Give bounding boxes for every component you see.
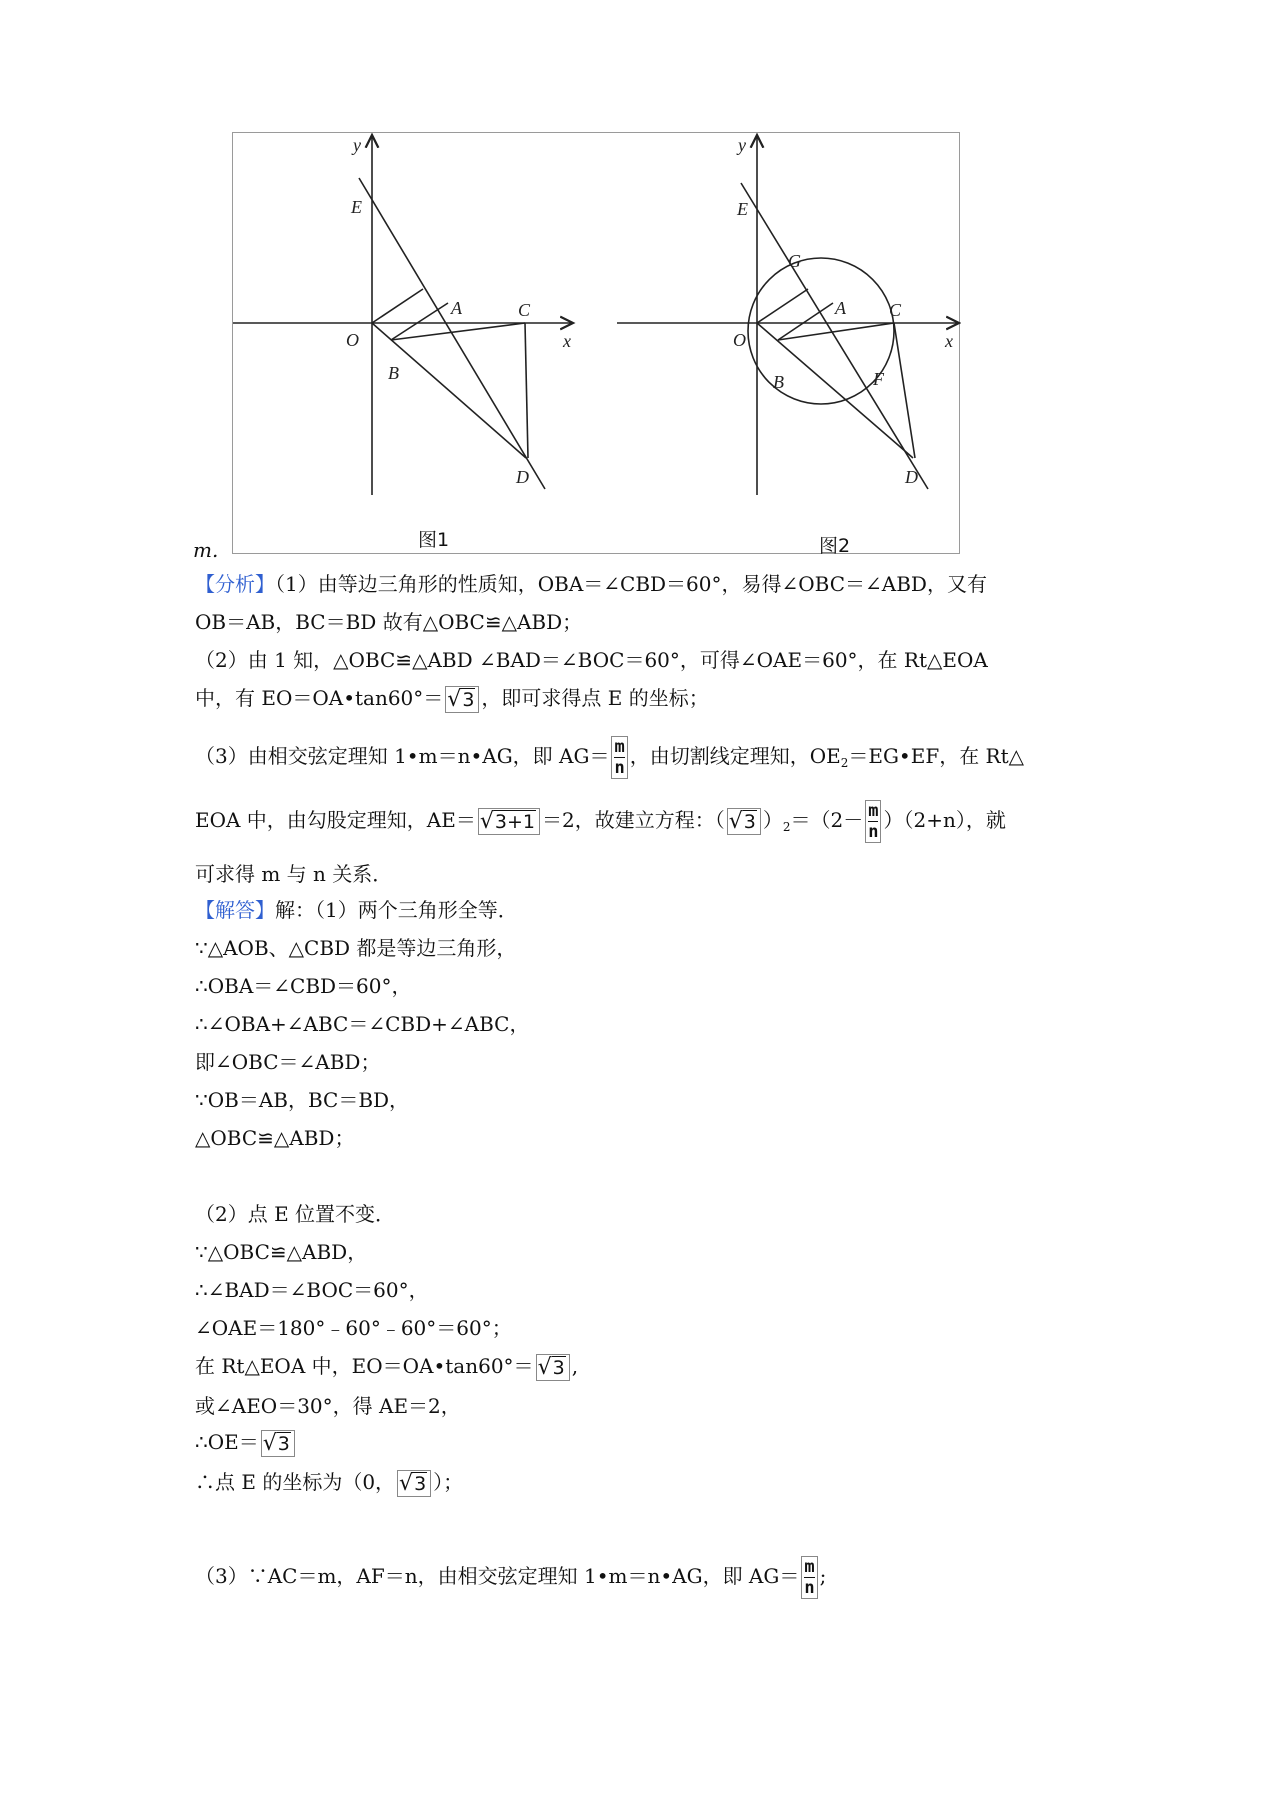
sqrt-3: √3 bbox=[261, 1430, 295, 1457]
fraction-m-over-n: $\frac{m}{n}$ bbox=[801, 1556, 817, 1599]
analysis-text-4b: ，即可求得点 E 的坐标； bbox=[481, 686, 709, 710]
sqrt-3: √3 bbox=[536, 1354, 570, 1381]
analysis-line-3: （2）由 1 知，△OBC≌△ABD ∠BAD＝∠BOC＝60°，可得∠OAE＝60°，在 Rt△EOA bbox=[195, 648, 988, 672]
fig2-label-y: y bbox=[738, 135, 746, 155]
fig2-label-B: B bbox=[773, 372, 784, 392]
analysis-line-2: OB＝AB，BC＝BD 故有△OBC≌△ABD； bbox=[195, 610, 583, 634]
sqrt-3: √3 bbox=[727, 808, 761, 835]
figure-frame bbox=[232, 132, 960, 557]
sqrt-3: √3 bbox=[397, 1470, 431, 1497]
analysis-text-6e: ）（2+n），就 bbox=[883, 808, 1006, 832]
solution-part2-text-7a: ∴OE＝ bbox=[195, 1430, 259, 1454]
analysis-line-6 bbox=[195, 800, 1006, 843]
fraction-m-over-n: $\frac{m}{n}$ bbox=[611, 736, 627, 779]
solution-part2-text-8a: ∴点 E 的坐标为（0， bbox=[195, 1470, 396, 1494]
fig2-label-D: D bbox=[905, 467, 918, 487]
analysis-text-5c: ＝EG•EF，在 Rt△ bbox=[848, 744, 1025, 768]
analysis-text-1: （1）由等边三角形的性质知，OBA＝∠CBD＝60°，易得∠OBC＝∠ABD，又有 bbox=[275, 572, 987, 596]
solution-line-3: ∴OBA＝∠CBD＝60°， bbox=[195, 974, 412, 998]
analysis-text-6d: ＝（2－ bbox=[790, 808, 864, 832]
solution-part3-text-1a: （3）∵AC＝m，AF＝n，由相交弦定理知 1•m＝n•AG，即 AG＝ bbox=[195, 1564, 800, 1588]
fraction-m-over-n: $\frac{m}{n}$ bbox=[865, 800, 881, 843]
fig1-label-y: y bbox=[353, 135, 361, 155]
fig1-label-D: D bbox=[516, 467, 529, 487]
figure-2-caption: 图2 bbox=[819, 535, 851, 557]
fig1-label-A: A bbox=[451, 298, 462, 318]
sqrt-3: √3 bbox=[445, 686, 479, 713]
fig2-label-C: C bbox=[889, 300, 902, 320]
fig1-segment-OD bbox=[372, 323, 526, 458]
trailing-variable-m: m. bbox=[193, 538, 219, 562]
analysis-text-6b: ＝2，故建立方程：（ bbox=[541, 808, 725, 832]
fig2-label-F: F bbox=[873, 369, 884, 389]
analysis-line-1 bbox=[195, 570, 987, 598]
solution-part3-text-1b: ; bbox=[819, 1564, 827, 1588]
solution-line-1 bbox=[195, 896, 518, 924]
solution-part2-text-5a: 在 Rt△EOA 中，EO＝OA•tan60°＝ bbox=[195, 1354, 534, 1378]
analysis-text-6a: EOA 中，由勾股定理知，AE＝ bbox=[195, 808, 476, 832]
solution-part2-line-4: ∠OAE＝180°﹣60°﹣60°＝60°； bbox=[195, 1316, 512, 1340]
solution-part2-line-5 bbox=[195, 1352, 578, 1381]
solution-line-7: △OBC≌△ABD； bbox=[195, 1126, 355, 1150]
superscript-2: 2 bbox=[840, 756, 849, 770]
solution-line-4: ∴∠OBA+∠ABC＝∠CBD+∠ABC， bbox=[195, 1012, 530, 1036]
analysis-text-5b: ，由切割线定理知，OE bbox=[629, 744, 841, 768]
solution-part2-text-8b: ）； bbox=[433, 1470, 464, 1494]
superscript-2: 2 bbox=[782, 820, 791, 834]
sqrt-3-plus-1: √3+1 bbox=[478, 808, 540, 835]
fig2-segment-OA bbox=[757, 289, 808, 323]
analysis-line-4 bbox=[195, 684, 709, 713]
fig2-label-G: G bbox=[788, 251, 801, 271]
fig2-label-x: x bbox=[945, 331, 953, 351]
fig2-label-O: O bbox=[733, 330, 746, 350]
solution-part2-line-7 bbox=[195, 1428, 297, 1457]
fig1-label-O: O bbox=[346, 330, 359, 350]
geometry-figures bbox=[233, 133, 961, 555]
analysis-text-4a: 中，有 EO＝OA•tan60°＝ bbox=[195, 686, 444, 710]
fig2-line-EA bbox=[741, 183, 928, 489]
solution-part2-text-5b: , bbox=[571, 1354, 579, 1378]
analysis-line-5 bbox=[195, 736, 1024, 779]
analysis-line-7: 可求得 m 与 n 关系． bbox=[195, 862, 393, 886]
analysis-tag: 【分析】 bbox=[195, 572, 275, 596]
analysis-text-6c: ） bbox=[762, 808, 783, 832]
solution-text-1: 解：（1）两个三角形全等． bbox=[275, 898, 518, 922]
solution-line-2: ∵△AOB、△CBD 都是等边三角形， bbox=[195, 936, 517, 960]
fig1-segment-CD bbox=[525, 323, 528, 458]
fig2-label-E: E bbox=[737, 199, 748, 219]
fig2-label-A: A bbox=[835, 298, 846, 318]
solution-part2-line-8 bbox=[195, 1468, 463, 1497]
solution-part3-line-1 bbox=[195, 1556, 826, 1599]
fig1-segment-OA bbox=[372, 289, 423, 323]
fig1-line-EA bbox=[359, 178, 545, 489]
solution-tag: 【解答】 bbox=[195, 898, 275, 922]
solution-part2-line-2: ∵△OBC≌△ABD， bbox=[195, 1240, 368, 1264]
figure-2 bbox=[617, 135, 959, 495]
solution-line-6: ∵OB＝AB，BC＝BD， bbox=[195, 1088, 410, 1112]
solution-part2-line-6: 或∠AEO＝30°，得 AE＝2， bbox=[195, 1394, 461, 1418]
fig1-segment-BC bbox=[391, 323, 525, 340]
solution-part2-line-1: （2）点 E 位置不变． bbox=[195, 1202, 396, 1226]
analysis-text-5a: （3）由相交弦定理知 1•m＝n•AG，即 AG＝ bbox=[195, 744, 610, 768]
fig1-label-x: x bbox=[563, 331, 571, 351]
fig1-label-E: E bbox=[351, 197, 362, 217]
figure-1-caption: 图1 bbox=[418, 529, 450, 551]
fig1-label-B: B bbox=[388, 363, 399, 383]
fig1-label-C: C bbox=[518, 300, 531, 320]
solution-part2-line-3: ∴∠BAD＝∠BOC＝60°， bbox=[195, 1278, 429, 1302]
solution-line-5: 即∠OBC＝∠ABD； bbox=[195, 1050, 381, 1074]
